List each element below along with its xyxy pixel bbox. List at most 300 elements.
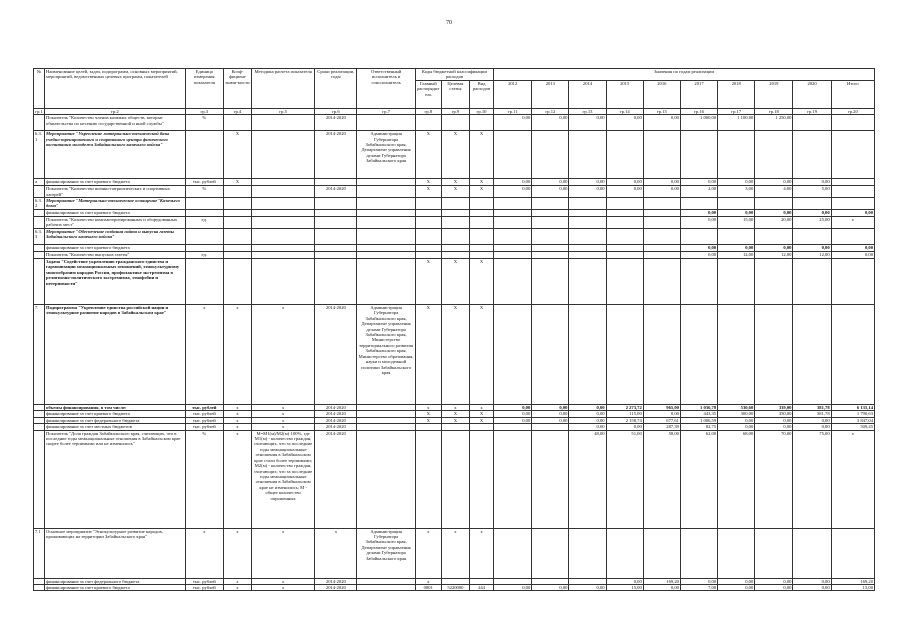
- header-year: 2012: [494, 80, 532, 108]
- row-code: 0801: [415, 585, 441, 591]
- row-code: Х: [469, 259, 493, 305]
- header-num: №: [34, 69, 45, 109]
- row-value: 0,00: [569, 585, 606, 591]
- row-code: [415, 217, 441, 229]
- row-method: х: [251, 528, 314, 578]
- row-code: [469, 252, 493, 259]
- row-value: [680, 305, 717, 405]
- row-code: х: [469, 528, 493, 578]
- row-value: 2 273,72: [606, 405, 643, 411]
- row-method: M=M1(м)/M2(м)·100%, где M1(м) - количество граждан, считающих, что за последние годы межнациональные отношения в Забайкальском крае стали более терпимыми; M2(м) - количество граждан, считающих, что за последние годы межнациональные отношения в Забайкальском крае не изменились; M - общее количество опрошенных: [251, 430, 314, 528]
- row-code: х: [441, 528, 469, 578]
- row-value: 0,00: [643, 585, 680, 591]
- row-method: [251, 245, 314, 252]
- row-value: 115,00: [606, 411, 643, 417]
- row-value: [569, 229, 606, 245]
- row-value: 0,00: [718, 578, 755, 584]
- row-code: Х: [441, 179, 469, 186]
- row-code: 244: [469, 585, 493, 591]
- row-responsible: Администрация Губернатора Забайкальского края, Департамент управления делами Губернатора Забайкальского края, Министерство территориального развития Забайкальского края, Министерство образования, науки и молодежной политики Забайкальского края: [357, 305, 415, 405]
- column-number: гр.16: [680, 108, 717, 114]
- row-code: Х: [469, 186, 493, 198]
- row-value: 3,00: [718, 186, 755, 198]
- header-year: 2015: [606, 80, 643, 108]
- column-number: гр.2: [45, 108, 186, 114]
- header-code-type: Вид расходов: [469, 80, 493, 108]
- row-unit: тыс. рублей: [185, 405, 223, 411]
- column-number: гр.11: [494, 108, 532, 114]
- row-value: 4,00: [755, 186, 793, 198]
- row-value: [793, 528, 831, 578]
- header-year: 2018: [718, 80, 755, 108]
- row-coef: х: [223, 578, 251, 584]
- row-value: [793, 229, 831, 245]
- row-value: 0,00: [718, 417, 755, 423]
- row-unit: %: [185, 115, 223, 131]
- header-total: Итого: [831, 80, 874, 108]
- row-years: [315, 179, 357, 186]
- row-responsible: Администрация Губернатора Забайкальского края, Департамент управления делами Губернатора Забайкальского края: [357, 528, 415, 578]
- row-name: Показатель "Количество компьютеризированных и оборудованных рабочих мест": [45, 217, 186, 229]
- row-value: 0,00: [532, 405, 569, 411]
- table-row: [34, 210, 875, 217]
- row-value: 0,00: [680, 210, 717, 217]
- row-unit: тыс. рублей: [185, 417, 223, 423]
- row-code: [441, 430, 469, 528]
- row-value: [606, 198, 643, 210]
- row-number: 6.3.2: [34, 198, 45, 210]
- row-responsible: [357, 179, 415, 186]
- row-years: [315, 245, 357, 252]
- row-unit: х: [185, 305, 223, 405]
- row-code: 5220000: [441, 585, 469, 591]
- row-value: 0,00: [755, 210, 793, 217]
- row-name: финансирование за счет краевого бюджета: [45, 585, 186, 591]
- header-code-admin: Главный распорядитель: [415, 80, 441, 108]
- row-unit: [185, 229, 223, 245]
- table-row: [34, 245, 875, 252]
- row-years: 2014-2020: [315, 405, 357, 411]
- row-total: [831, 528, 874, 578]
- row-code: [415, 115, 441, 131]
- row-value: 12,00: [718, 252, 755, 259]
- row-code: [441, 245, 469, 252]
- row-coef: [223, 245, 251, 252]
- row-value: 0,00: [606, 424, 643, 430]
- row-number: [34, 217, 45, 229]
- row-value: 381,78: [793, 411, 831, 417]
- row-years: [315, 229, 357, 245]
- row-value: 0,00: [718, 245, 755, 252]
- row-value: 51,00: [606, 430, 643, 528]
- row-value: 0,00: [718, 210, 755, 217]
- row-value: [718, 305, 755, 405]
- row-code: Х: [415, 259, 441, 305]
- row-total: 6 135,14: [831, 405, 874, 411]
- row-total: 0,00: [831, 210, 874, 217]
- row-coef: [223, 186, 251, 198]
- row-number: [34, 210, 45, 217]
- row-value: 0,00: [532, 417, 569, 423]
- row-unit: %: [185, 430, 223, 528]
- row-code: [469, 115, 493, 131]
- row-code: [469, 430, 493, 528]
- row-responsible: [357, 186, 415, 198]
- row-value: [718, 528, 755, 578]
- row-name: Показатель "Количество военно-патриотических и спортивных лагерей": [45, 186, 186, 198]
- row-value: [680, 229, 717, 245]
- column-number: гр.12: [532, 108, 569, 114]
- row-value: [755, 259, 793, 305]
- row-value: [643, 131, 680, 179]
- header-coef: Коэф-фициент значи-мости: [223, 69, 251, 109]
- row-value: 0,00: [494, 585, 532, 591]
- row-value: [569, 131, 606, 179]
- table-row: [34, 198, 875, 210]
- row-value: 530,60: [718, 405, 755, 411]
- row-years: х: [315, 528, 357, 578]
- row-value: 0,00: [532, 585, 569, 591]
- row-value: 62,00: [680, 430, 717, 528]
- row-coef: х: [223, 411, 251, 417]
- row-value: 75,00: [793, 430, 831, 528]
- row-value: [606, 229, 643, 245]
- row-value: 0,00: [755, 417, 793, 423]
- column-number: гр.14: [606, 108, 643, 114]
- column-number: гр.17: [718, 108, 755, 114]
- row-code: Х: [415, 305, 441, 405]
- table-row: [34, 585, 875, 591]
- row-number: 6.3.3: [34, 229, 45, 245]
- column-number: гр.1: [35, 108, 43, 114]
- row-method: х: [251, 578, 314, 584]
- row-name: Показатель "Количество выпусков газеты": [45, 252, 186, 259]
- row-coef: [223, 259, 251, 305]
- row-value: 1 100,00: [718, 115, 755, 131]
- row-coef: [223, 217, 251, 229]
- row-value: [793, 198, 831, 210]
- row-value: [494, 528, 532, 578]
- row-value: [680, 528, 717, 578]
- row-value: [680, 259, 717, 305]
- column-number: гр.3: [185, 108, 223, 114]
- row-value: 0,00: [569, 179, 606, 186]
- column-number: гр.20: [831, 108, 874, 114]
- row-value: [532, 245, 569, 252]
- table-row: [34, 305, 875, 405]
- row-value: 0,00: [718, 585, 755, 591]
- row-value: 1 000,00: [680, 115, 717, 131]
- row-value: 68,00: [718, 430, 755, 528]
- row-value: [643, 305, 680, 405]
- row-responsible: [357, 430, 415, 528]
- row-value: 12,00: [793, 252, 831, 259]
- row-name: Показатель "Доля граждан Забайкальского края, считающих, что в последние годы межнациональные отношения в Забайкальском крае скорее более терпимыми или не изменились": [45, 430, 186, 528]
- row-years: 2014-2020: [315, 417, 357, 423]
- row-total: [831, 179, 874, 186]
- header-responsible: Ответственный исполнитель и соисполнитель: [357, 69, 415, 109]
- row-unit: х: [185, 528, 223, 578]
- row-value: [643, 217, 680, 229]
- row-code: Х: [415, 417, 441, 423]
- row-total: [831, 131, 874, 179]
- row-value: [532, 305, 569, 405]
- row-total: 0,00: [831, 252, 874, 259]
- row-value: [532, 528, 569, 578]
- column-number: гр.18: [755, 108, 793, 114]
- row-value: [532, 210, 569, 217]
- column-number: гр.13: [569, 108, 606, 114]
- row-value: [569, 210, 606, 217]
- row-name: финансирование за счет федерального бюджета: [45, 578, 186, 584]
- header-code-article: Целевая статья: [441, 80, 469, 108]
- row-responsible: Администрация Губернатора Забайкальского края, Департамент управления делами Губернатора Забайкальского края: [357, 131, 415, 179]
- row-value: 0,00: [569, 411, 606, 417]
- row-value: [793, 305, 831, 405]
- column-number: гр.15: [643, 108, 680, 114]
- row-method: [251, 198, 314, 210]
- column-number: гр.5: [251, 108, 314, 114]
- row-coef: х: [223, 528, 251, 578]
- row-value: [569, 245, 606, 252]
- row-total: [831, 229, 874, 245]
- row-coef: [223, 198, 251, 210]
- row-years: [315, 210, 357, 217]
- header-unit: Единица измерения показателя: [185, 69, 223, 109]
- row-code: Х: [415, 411, 441, 417]
- row-value: 0,00: [718, 179, 755, 186]
- row-value: 70,00: [755, 430, 793, 528]
- row-name: финансирование за счет краевого бюджета: [45, 179, 186, 186]
- row-value: 287,39: [643, 424, 680, 430]
- row-value: 0,00: [494, 411, 532, 417]
- row-value: 965,00: [643, 405, 680, 411]
- row-value: [494, 305, 532, 405]
- row-name: Основное мероприятие "Этнокультурное развитие народов, проживающих на территории Забайкальского края": [45, 528, 186, 578]
- row-unit: тыс. рублей: [185, 585, 223, 591]
- row-code: [415, 430, 441, 528]
- row-value: [755, 198, 793, 210]
- row-number: [34, 245, 45, 252]
- row-value: 0,00: [606, 186, 643, 198]
- header-year: 2016: [643, 80, 680, 108]
- row-value: [606, 305, 643, 405]
- row-method: [251, 131, 314, 179]
- row-value: 0,00: [680, 578, 717, 584]
- row-total: 1 790,63: [831, 411, 874, 417]
- row-code: х: [415, 405, 441, 411]
- table-row: [34, 217, 875, 229]
- row-value: [606, 245, 643, 252]
- row-value: 350,00: [755, 411, 793, 417]
- column-number: гр.10: [469, 108, 493, 114]
- row-number: 7.1: [34, 528, 45, 578]
- row-responsible: [357, 252, 415, 259]
- row-coef: [223, 210, 251, 217]
- row-value: 15,00: [606, 585, 643, 591]
- row-value: [680, 198, 717, 210]
- row-code: Х: [415, 131, 441, 179]
- row-value: [569, 198, 606, 210]
- row-code: х: [469, 405, 493, 411]
- row-unit: тыс. рублей: [185, 424, 223, 430]
- row-code: [441, 115, 469, 131]
- row-unit: [185, 198, 223, 210]
- row-value: 169,20: [643, 578, 680, 584]
- row-coef: х: [223, 585, 251, 591]
- row-value: 381,78: [793, 405, 831, 411]
- row-years: [315, 198, 357, 210]
- row-code: Х: [415, 179, 441, 186]
- row-code: Х: [469, 411, 493, 417]
- row-value: [532, 198, 569, 210]
- header-row: [34, 69, 875, 81]
- row-code: [469, 229, 493, 245]
- row-code: х: [441, 405, 469, 411]
- row-value: 2,00: [680, 186, 717, 198]
- row-value: [532, 229, 569, 245]
- row-unit: ед.: [185, 252, 223, 259]
- row-number: [34, 585, 45, 591]
- row-unit: [185, 259, 223, 305]
- row-unit: %: [185, 186, 223, 198]
- row-code: х: [415, 528, 441, 578]
- row-years: 2014-2020: [315, 131, 357, 179]
- row-code: [441, 252, 469, 259]
- row-name: финансирование за счет краевого бюджета: [45, 210, 186, 217]
- row-value: 1 036,78: [680, 405, 717, 411]
- row-value: 0,00: [718, 424, 755, 430]
- row-value: 0,00: [606, 578, 643, 584]
- column-number: гр.6: [315, 108, 357, 114]
- row-unit: тыс. рублей: [185, 578, 223, 584]
- row-value: 0,00: [494, 405, 532, 411]
- table-row: [34, 528, 875, 578]
- row-value: [532, 217, 569, 229]
- header-year: 2017: [680, 80, 717, 108]
- row-name: Подпрограмма "Укрепление единства российской нации и этнокультурное развитие народов в Забайкальском крае": [45, 305, 186, 405]
- row-coef: х: [223, 305, 251, 405]
- row-number: а: [34, 179, 45, 186]
- row-value: 0,00: [494, 179, 532, 186]
- row-name: финансирование за счет местных бюджетов: [45, 424, 186, 430]
- row-value: [606, 259, 643, 305]
- row-value: [494, 252, 532, 259]
- row-total: 169,20: [831, 578, 874, 584]
- row-value: 58,00: [643, 430, 680, 528]
- row-code: Х: [469, 131, 493, 179]
- row-value: 0,00: [793, 417, 831, 423]
- row-value: 25,00: [793, 217, 831, 229]
- row-total: 0,00: [831, 245, 874, 252]
- row-value: 0,00: [793, 179, 831, 186]
- header-year: 2020: [793, 80, 831, 108]
- row-value: 12,00: [755, 252, 793, 259]
- row-responsible: [357, 245, 415, 252]
- row-value: 0,00: [793, 578, 831, 584]
- row-value: [643, 252, 680, 259]
- header-year: 2013: [532, 80, 569, 108]
- row-number: [34, 259, 45, 305]
- row-value: [755, 229, 793, 245]
- row-responsible: [357, 115, 415, 131]
- row-coef: х: [223, 405, 251, 411]
- row-value: 0,00: [569, 186, 606, 198]
- row-value: [494, 430, 532, 528]
- row-coef: х: [223, 430, 251, 528]
- row-coef: х: [223, 424, 251, 430]
- row-method: [251, 115, 314, 131]
- table-row: [34, 252, 875, 259]
- row-unit: [185, 245, 223, 252]
- row-method: х: [251, 305, 314, 405]
- row-coef: [223, 252, 251, 259]
- row-total: 3 847,04: [831, 417, 874, 423]
- row-unit: тыс. рублей: [185, 179, 223, 186]
- row-method: х: [251, 411, 314, 417]
- row-value: 2 158,74: [606, 417, 643, 423]
- row-code: Х: [441, 417, 469, 423]
- row-method: [251, 259, 314, 305]
- row-value: 0,00: [532, 115, 569, 131]
- row-method: [251, 210, 314, 217]
- row-code: [469, 210, 493, 217]
- row-code: [469, 198, 493, 210]
- row-total: х: [831, 430, 874, 528]
- row-value: 0,00: [494, 417, 532, 423]
- row-value: [494, 259, 532, 305]
- row-value: 0,00: [680, 217, 717, 229]
- row-responsible: [357, 217, 415, 229]
- row-value: [494, 198, 532, 210]
- row-code: Х: [441, 186, 469, 198]
- row-method: [251, 186, 314, 198]
- row-years: 2014-2020: [315, 411, 357, 417]
- row-number: [34, 115, 45, 131]
- column-number: гр.19: [793, 108, 831, 114]
- row-name: Мероприятие "Материально-техническое оснащение"Казачьего дома": [45, 198, 186, 210]
- row-value: [643, 198, 680, 210]
- table-row: [34, 131, 875, 179]
- row-value: [532, 259, 569, 305]
- row-value: [606, 131, 643, 179]
- row-number: 6.3.1: [34, 131, 45, 179]
- row-value: 0,00: [755, 424, 793, 430]
- row-total: [831, 198, 874, 210]
- table-row: [34, 229, 875, 245]
- row-responsible: [357, 229, 415, 245]
- row-value: [793, 115, 831, 131]
- row-value: 7,00: [680, 585, 717, 591]
- row-name: финансирование за счет федерального бюджета: [45, 417, 186, 423]
- row-code: [415, 210, 441, 217]
- row-value: 443,35: [680, 411, 717, 417]
- row-code: [469, 245, 493, 252]
- row-code: [441, 210, 469, 217]
- header-years: Сроки реализации, годы: [315, 69, 357, 109]
- row-value: [680, 131, 717, 179]
- header-method: Методика расчета показателя: [251, 69, 314, 109]
- table-row: [34, 186, 875, 198]
- row-value: [532, 131, 569, 179]
- row-coef: Х: [223, 131, 251, 179]
- row-value: [755, 131, 793, 179]
- row-value: 0,00: [494, 186, 532, 198]
- row-total: [831, 259, 874, 305]
- row-method: х: [251, 424, 314, 430]
- column-number: гр.7: [357, 108, 415, 114]
- row-total: 509,45: [831, 424, 874, 430]
